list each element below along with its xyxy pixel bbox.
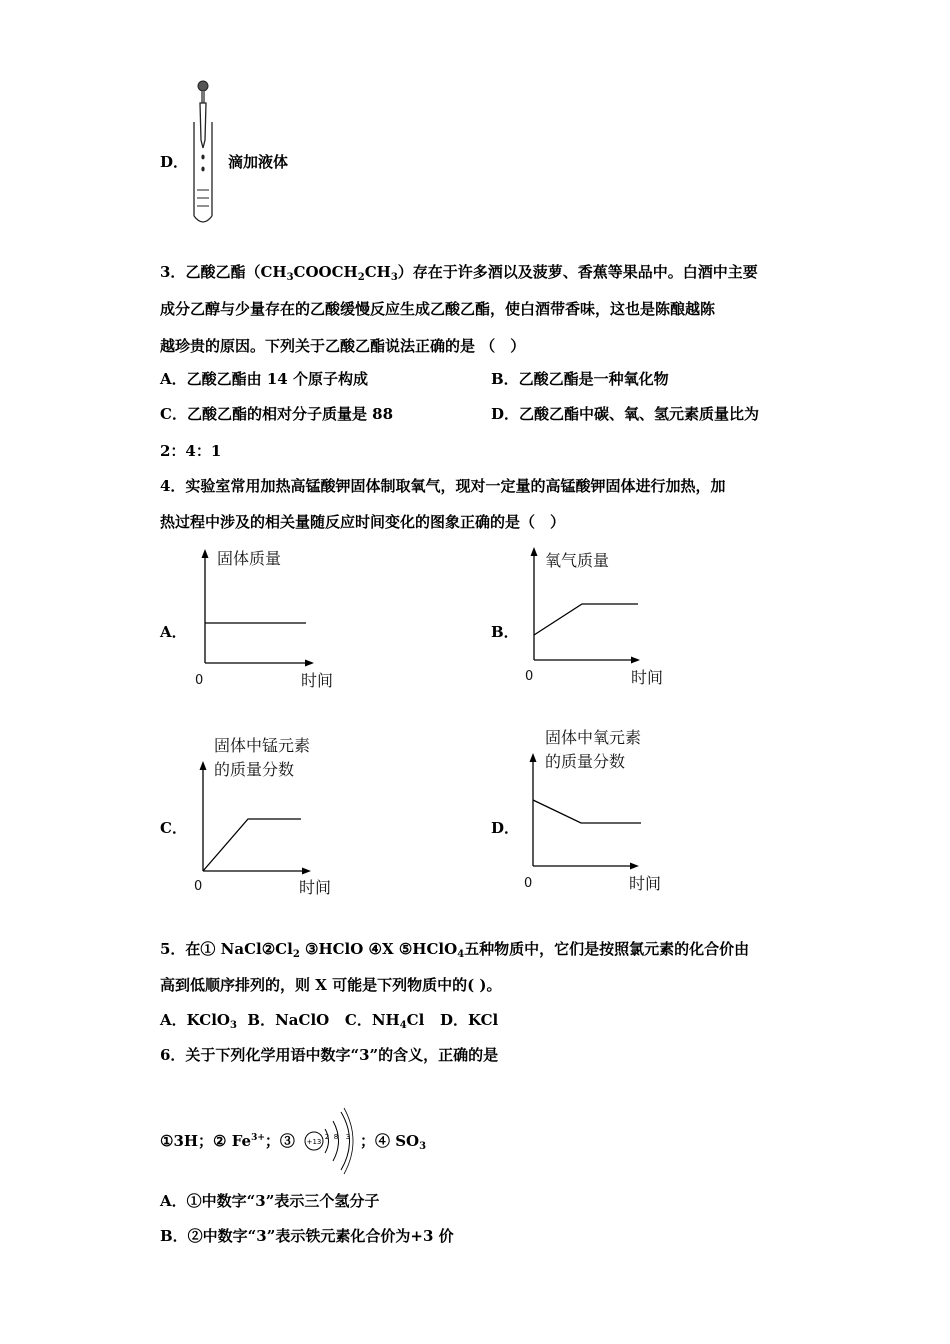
- q6-option-b: B．②中数字“3”表示铁元素化合价为+3 价: [160, 1227, 454, 1245]
- q3-option-d-continued: 2：4：1: [160, 442, 222, 460]
- q6-item-4: ；④ $SO_3$: [360, 1132, 427, 1152]
- graph-b-origin: 0: [525, 669, 534, 684]
- graph-b-curve: [534, 604, 638, 635]
- graph-c-letter: C．: [160, 819, 187, 837]
- graph-c-xlabel: 时间: [299, 878, 332, 897]
- q3-option-c: C．乙酸乙酯的相对分子质量是 88: [160, 405, 394, 423]
- graph-a-letter: A．: [160, 623, 187, 641]
- q5-stem-line1: 5．在① $NaCl②Cl_2$ ③HClO ④X ⑤HClO$_4$五种物质中，它们是按照氯元素的化合价由: [160, 940, 750, 960]
- q5-stem-line2: 高到低顺序排列的，则 X 可能是下列物质中的( )。: [160, 976, 502, 994]
- graph-c-origin: 0: [194, 879, 203, 894]
- q2-option-d-letter: D．: [160, 153, 189, 171]
- graph-c: [193, 750, 318, 880]
- graph-d-curve: [533, 800, 641, 823]
- graph-b-xlabel: 时间: [631, 668, 664, 687]
- graph-c-ylabel-line1: 固体中锰元素: [214, 736, 311, 755]
- electron-shell-1: 2: [324, 1133, 330, 1141]
- q3-stem-line2: 成分乙醇与少量存在的乙酸缓慢反应生成乙酸乙酯，使白酒带香味，这也是陈酿越陈: [160, 300, 716, 318]
- graph-c-curve: [203, 819, 301, 871]
- graph-b: [524, 546, 649, 676]
- q4-stem-line1: 4．实验室常用加热高锰酸钾固体制取氧气，现对一定量的高锰酸钾固体进行加热，加: [160, 477, 726, 495]
- graph-d-letter: D．: [491, 819, 520, 837]
- graph-d-ylabel-line2: 的质量分数: [545, 752, 626, 771]
- q3-option-a: A．乙酸乙酯由 14 个原子构成: [160, 370, 368, 388]
- q3-option-d: D．乙酸乙酯中碳、氧、氢元素质量比为: [491, 405, 760, 423]
- q3-stem-line3: 越珍贵的原因。下列关于乙酸乙酯说法正确的是 （ ）: [160, 337, 526, 355]
- graph-d: [523, 742, 648, 872]
- q6-option-a: A．①中数字“3”表示三个氢分子: [160, 1192, 380, 1210]
- q5-options: A．KClO$_3$ B．NaClO C．$NH_4Cl$ D．KCl: [160, 1011, 499, 1031]
- electron-shell-2: 8: [333, 1133, 339, 1141]
- graph-a-origin: 0: [195, 673, 204, 688]
- q2-option-d-text: 滴加液体: [228, 153, 289, 171]
- q6-item-1-2: ①3H；② $Fe^{3+}$；③: [160, 1132, 295, 1150]
- graph-a-xlabel: 时间: [301, 671, 334, 690]
- graph-a-ylabel: 固体质量: [217, 549, 282, 568]
- q4-stem-line2: 热过程中涉及的相关量随反应时间变化的图象正确的是（ ）: [160, 513, 566, 531]
- graph-b-letter: B．: [491, 623, 519, 641]
- graph-d-origin: 0: [524, 876, 533, 891]
- dropper-test-tube-figure: [186, 78, 226, 228]
- graph-d-ylabel-line1: 固体中氧元素: [545, 728, 642, 747]
- atom-nucleus-charge: +13: [306, 1138, 322, 1146]
- graph-b-ylabel: 氧气质量: [545, 551, 610, 570]
- graph-a: [195, 548, 320, 678]
- q3-stem-line1: 3．乙酸乙酯$(CH_3COOCH_2CH_3)$存在于许多酒以及菠萝、香蕉等果品中。白酒中主要: [160, 263, 758, 283]
- graph-c-ylabel-line2: 的质量分数: [214, 760, 295, 779]
- q3-option-b: B．乙酸乙酯是一种氧化物: [491, 370, 669, 388]
- q6-stem: 6．关于下列化学用语中数字“3”的含义，正确的是: [160, 1046, 499, 1064]
- graph-d-xlabel: 时间: [629, 874, 662, 893]
- aluminum-atom-structure-diagram: [302, 1104, 362, 1180]
- electron-shell-3: 3: [345, 1133, 351, 1141]
